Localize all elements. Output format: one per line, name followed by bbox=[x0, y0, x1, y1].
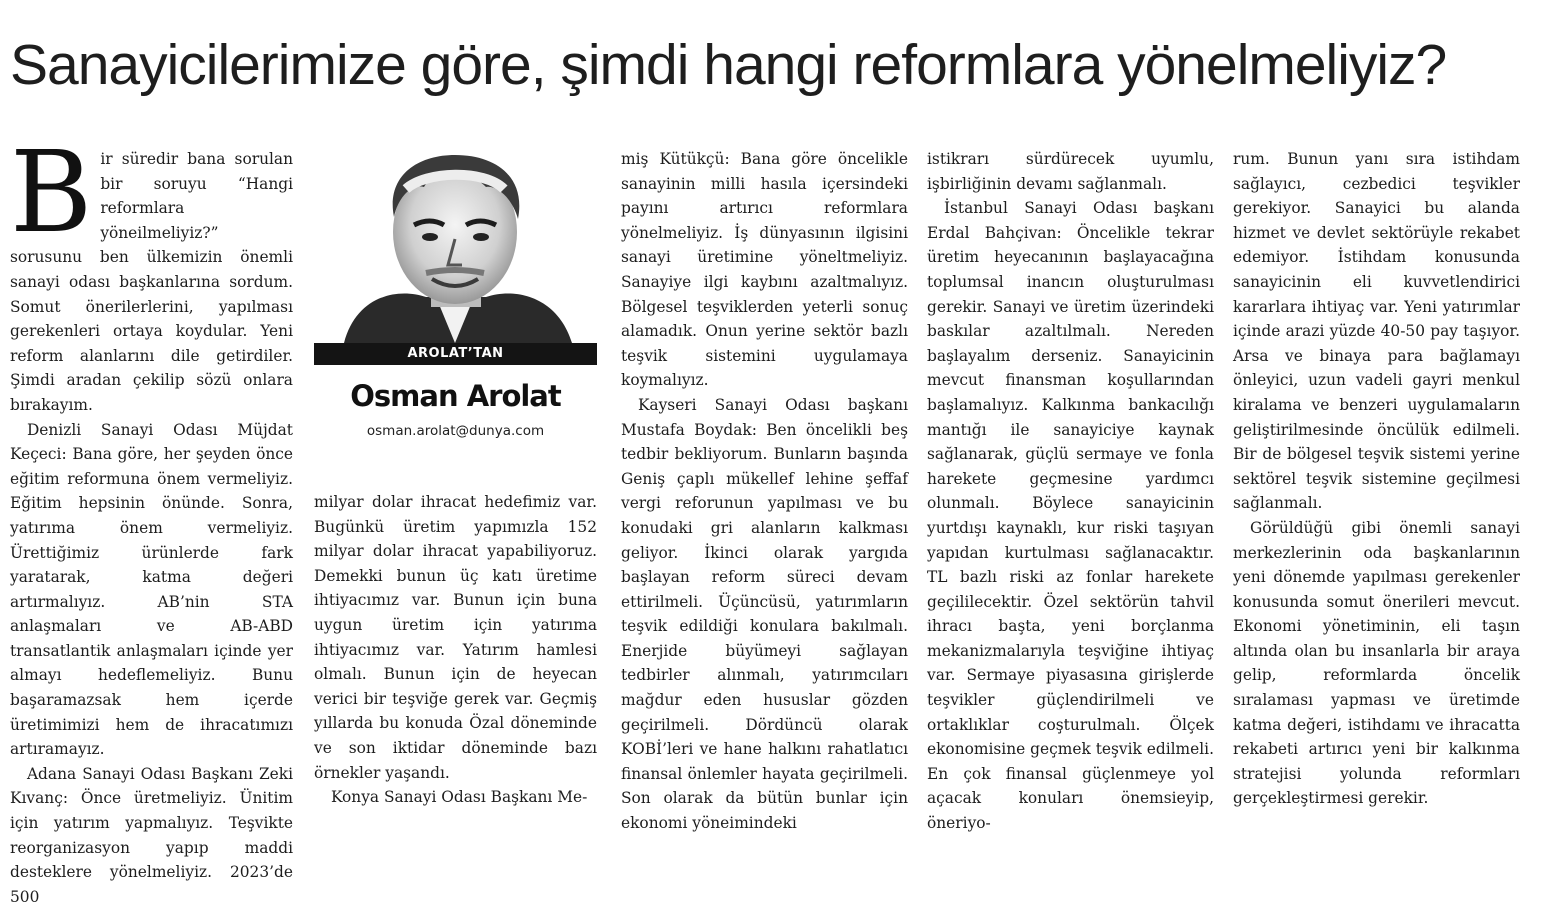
paragraph: milyar dolar ihracat hedefimiz var. Bugünkü üretim yapımızla 152 milyar dolar ihracat yapabiliyoruz. Demekki bunun üç katı üretime ihtiyacımız var. Bunun için buna uygun üretim için yatırıma ihtiyacımız var. Yatırım hamlesi olmalı. Bunun için de heyecan verici bir teşviğe gerek var. Geçmiş yıllarda bu konuda Özal döneminde ve son iktidar döneminde bazı örnekler yaşandı. bbox=[314, 493, 597, 782]
paragraph: Denizli Sanayi Odası Müjdat Keçeci: Bana göre, her şeyden önce eğitim reformuna önem vermeliyiz. Eğitim hepsinin önünde. Sonra, yatırıma önem vermeliyiz. Ürettiğimiz ürünlerde fark yaratarak, katma değeri artırmalıyız. AB’nin STA anlaşmaları ve AB-ABD transatlantik anlaşmaları içinde yer almayı hedeflemeliyiz. Bunu başaramazsak hem içerde üretimimizi hem de ihracatımızı artıramayız. bbox=[10, 420, 293, 759]
article-column-2 bbox=[314, 490, 597, 820]
paragraph: Adana Sanayi Odası Başkanı Zeki Kıvanç: Önce üretmeliyiz. Ünitim için yatırım yapmalıyız. Teşvikte reorganizasyon yapıp maddi desteklere yönelmeliyiz. 2023’de 500 bbox=[10, 764, 293, 906]
paragraph: miş Kütükçü: Bana göre öncelikle sanayinin milli hasıla içersindeki payını artırıcı reformlara yönelmeliyiz. İş dünyasının ilgisini sanayi üretimine yöneltmeliyiz. Sanayiye ilgi kaybını azaltmalıyız. Bölgesel teşviklerden yeterli sonuç alamadık. Onun yerine sektör bazlı teşvik sistemini uygulamaya koymalıyız. bbox=[621, 150, 908, 390]
drop-cap: B bbox=[10, 128, 93, 258]
paragraph: İstanbul Sanayi Odası başkanı Erdal Bahçivan: Öncelikle tekrar üretim heyecanının başlayacağına toplumsal inancın oluşturulması gerekir. Sanayi ve üretim üzerindeki baskılar azaltılmalı. Nereden başlayalım derseniz. Sanayicinin mevcut finansman koşullarından başlamalıyız. Kalkınma bankacılığı mantığı ile sanayiciye kaynak sağlanarak, güçlü sermaye ve fonla harekete geçmesine yardımcı olunmalı. Böylece sanayicinin yurtdışı kaynaklı, kur riski taşıyan yapıdan kurtulması sağlanacaktır. TL bazlı riski az fonlar harekete geçililecektir. Özel sektörün tahvil ihracı başta, yeni borçlanma mekanizmalarıyla teşviğine ihtiyaç var. Sermaye piyasasına girişlerde teşvikler güçlendirilmeli ve ortaklıklar coşturulmalı. Ölçek ekonomisine geçmek teşvik edilmeli. En çok finansal güçlenmeye yol açacak konuları önemsieyip, öneriyo- bbox=[927, 199, 1214, 833]
author-portrait bbox=[336, 147, 574, 343]
article-column-4 bbox=[927, 147, 1214, 833]
author-email: osman.arolat@dunya.com bbox=[366, 423, 545, 439]
paragraph: Kayseri Sanayi Odası başkanı Mustafa Boydak: Ben öncelikli beş tedbir bekliyorum. Bunların başında Geniş çaplı mükellef lehine şeffaf vergi reforunun yapılması ve bu konudaki gri alanların kalkması geliyor. İkinci olarak yargıda başlayan reform süreci devam ettirilmeli. Üçüncüsü, yatırımların teşvik edildiği konulara bakılmalı. Enerjide büyümeyi sağlayan tedbirler alınmalı, yatırımcıları mağdur eden hususlar gözden geçirilmeli. Dördüncü olarak KOBİ’leri ve hane halkını rahatlatıcı finansal önlemler hayata geçirilmeli. Son olarak da bütün bunlar için ekonomi yöneimindeki bbox=[621, 395, 908, 833]
article-column-5 bbox=[1233, 147, 1520, 817]
paragraph-text: ir süredir bana sorulan bir soruyu “Hangi reformlara yöneilmeliyiz?” sorusunu ben ülkemizin önemli sanayi odası başkanlarına sordum. Somut önerilerlerini, yapılması gerekenleri ortaya koydular. Yeni reform alanlarını dile getirdiler. Şimdi aradan çekilip sözü onlara bırakayım. bbox=[10, 150, 293, 414]
author-name: Osman Arolat bbox=[350, 379, 561, 413]
author-byline bbox=[314, 147, 597, 447]
paragraph: rum. Bunun yanı sıra istihdam sağlayıcı, cezbedici teşvikler gerekiyor. Sanayici bu alanda hizmet ve devlet sektörüyle rekabet edemiyor. İstihdam konusunda sanayicinin eli kuvvetlendirici kararlara ihtiyaç var. Yeni yatırımlar içinde arazi yüzde 40-50 pay taşıyor. Arsa ve binaya para bağlamayı önleyici, uzun vadeli gayri menkul kiralama ve benzeri uygulamaların geliştirilmesinde öncülük edilmeli. Bir de bölgesel teşvik sistemi yerine sektörel teşvik sistemine geçilmesi sağlanmalı. bbox=[1233, 150, 1520, 513]
headline: Sanayicilerimize göre, şimdi hangi reformlara yönelmeliyiz? bbox=[10, 33, 1447, 97]
paragraph: Görüldüğü gibi önemli sanayi merkezlerinin oda başkanlarının yeni dönemde yapılması gerekenler konusunda somut önerileri mevcut. Ekonomi yönetiminin, eli taşın altında olan bu insanlarla bir araya gelip, reformlarda öncelik sıralaması yapması ve üretimde katma değeri, istihdamı ve ihracatta rekabeti artırıcı yeni bir kalkınma stratejisi yolunda reformları gerçekleştirmesi gerekir. bbox=[1233, 518, 1520, 808]
paragraph: istikrarı sürdürecek uyumlu, işbirliğinin devamı sağlanmalı. bbox=[927, 150, 1214, 193]
paragraph bbox=[10, 128, 293, 418]
article-column-3 bbox=[621, 147, 908, 833]
article-column-1 bbox=[10, 128, 293, 906]
column-band-label: AROLAT’TAN bbox=[314, 343, 597, 365]
paragraph: Konya Sanayi Odası Başkanı Me- bbox=[330, 788, 588, 807]
